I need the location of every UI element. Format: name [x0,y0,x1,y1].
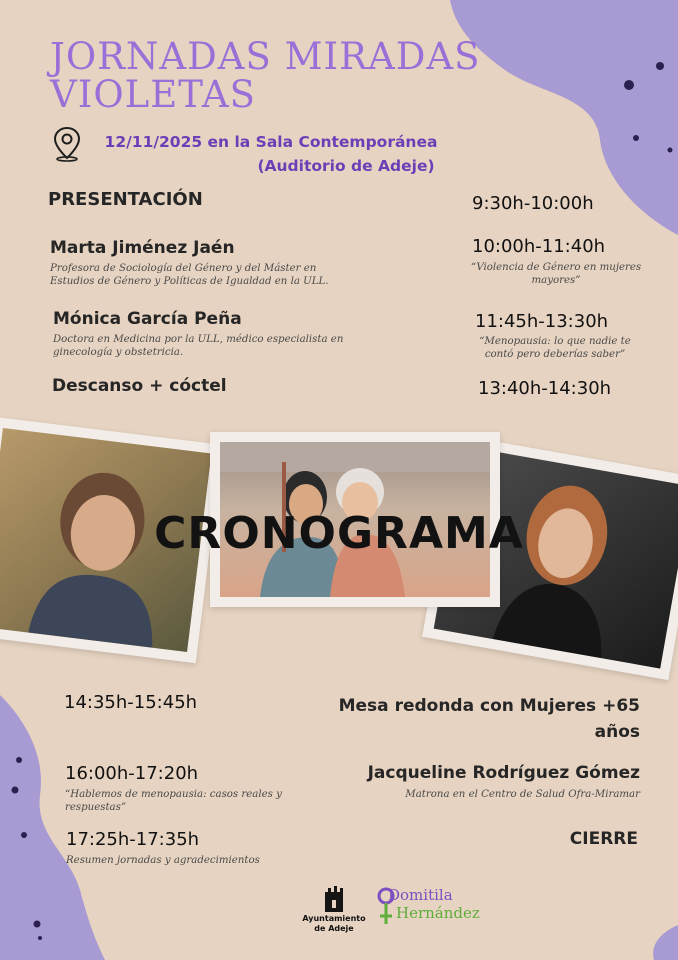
speaker-1-bio: Profesora de Sociología del Género y del Máster en Estudios de Género y Políticas de Igualdad en la ULL. [50,263,329,287]
speaker-2-name: Mónica García Peña [53,309,242,329]
cierre-summary: Resumen jornadas y agradecimientos [66,855,260,866]
talk-1-time: 10:00h-11:40h [472,236,606,257]
speaker-3-role: Matrona en el Centro de Salud Ofra-Miramar [405,789,640,800]
ayuntamiento-line-2: de Adeje [314,924,354,933]
date-line-1: 12/11/2025 en la Sala Contemporánea [104,133,438,151]
speaker-3-name: Jacqueline Rodríguez Gómez [367,763,640,783]
break-time: 13:40h-14:30h [478,378,612,399]
talk-1-topic: “Violencia de Género en mujeres mayores” [470,262,642,286]
presentacion-label: PRESENTACIÓN [48,189,203,210]
title-line-1: JORNADAS MIRADAS [50,35,481,78]
title-line-2: VIOLETAS [50,73,256,116]
presentacion-time: 9:30h-10:00h [472,193,594,214]
speaker-1-name: Marta Jiménez Jaén [50,238,235,258]
domitila-logo [372,882,482,930]
mesa-time: 14:35h-15:45h [64,692,198,713]
mesa-label: Mesa redonda con Mujeres +65 años [338,696,640,742]
talk-3-time: 16:00h-17:20h [65,763,199,784]
cronograma-banner: CRONOGRAMA [154,508,524,559]
domitila-name-line-2: Hernández [396,904,480,922]
event-date-location [91,130,451,178]
cierre-label: CIERRE [569,829,638,849]
break-label: Descanso + cóctel [52,376,227,396]
location-pin-icon [52,126,82,162]
domitila-name-line-1: Domitila [388,886,453,904]
talk-2-time: 11:45h-13:30h [475,311,609,332]
event-title [50,35,570,116]
castle-tower-icon [295,882,373,914]
cierre-time: 17:25h-17:35h [66,829,200,850]
talk-3-topic: “Hablemos de menopausia: casos reales y respuestas” [65,789,282,813]
ayuntamiento-line-1: Ayuntamiento [302,914,366,923]
ayuntamiento-logo [295,882,373,934]
speaker-2-bio: Doctora en Medicina por la ULL, médico especialista en ginecología y obstetricia. [53,334,344,358]
date-line-2: (Auditorio de Adeje) [257,157,435,175]
talk-2-topic: “Menopausia: lo que nadie te contó pero deberías saber” [479,336,631,360]
